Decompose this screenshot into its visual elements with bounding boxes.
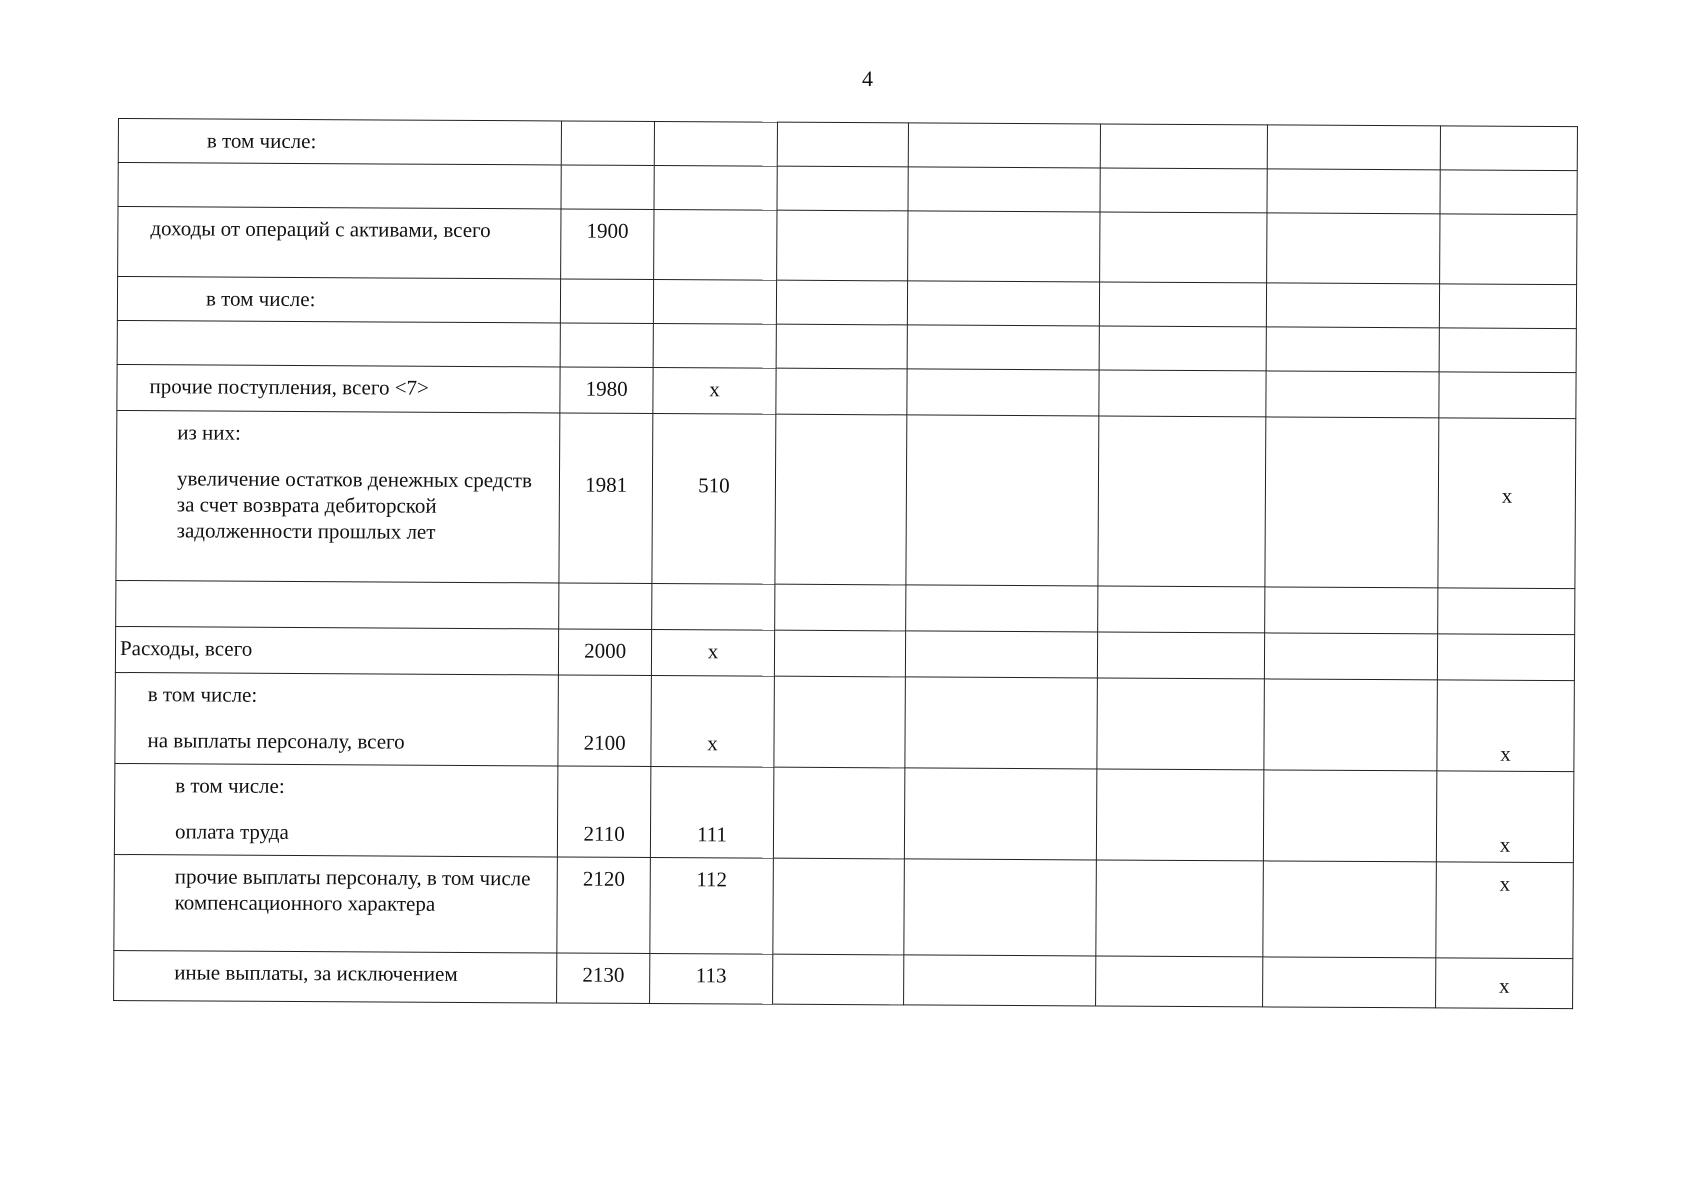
table-cell bbox=[1267, 169, 1440, 214]
table-cell bbox=[777, 122, 908, 167]
table-cell bbox=[904, 677, 1097, 769]
row-last: x bbox=[1437, 680, 1574, 772]
table-cell bbox=[1099, 370, 1267, 417]
row-label: в том числе: оплата труда bbox=[114, 763, 558, 856]
row-code bbox=[561, 121, 654, 166]
row-code bbox=[561, 165, 654, 210]
table-cell bbox=[907, 211, 1099, 282]
table-cell bbox=[1098, 416, 1266, 587]
table-cell bbox=[1267, 213, 1441, 284]
table-row bbox=[116, 580, 1575, 634]
table-cell bbox=[905, 631, 1097, 678]
row-last: x bbox=[1437, 771, 1574, 863]
table-cell bbox=[1263, 861, 1437, 958]
row-last bbox=[1440, 126, 1577, 171]
table-row bbox=[117, 364, 1576, 418]
table-row bbox=[114, 854, 1574, 958]
row-kosgu: 510 bbox=[652, 413, 776, 584]
table-cell bbox=[774, 676, 905, 768]
table-cell bbox=[772, 954, 903, 1005]
table-cell bbox=[908, 167, 1100, 212]
row-label: в том числе: bbox=[117, 277, 560, 323]
row-last bbox=[1440, 214, 1577, 285]
row-last bbox=[1440, 284, 1577, 329]
row-code: 2130 bbox=[557, 953, 650, 1004]
table-row bbox=[115, 672, 1574, 771]
table-cell bbox=[1266, 371, 1439, 418]
table-cell bbox=[907, 325, 1099, 370]
row-label: Расходы, всего bbox=[115, 626, 558, 674]
row-code: 1900 bbox=[561, 209, 654, 280]
row-label bbox=[116, 580, 559, 628]
table-cell bbox=[904, 768, 1097, 860]
row-kosgu: x bbox=[651, 675, 774, 767]
table-cell bbox=[1099, 212, 1267, 283]
table-cell bbox=[773, 858, 904, 955]
row-label-pre: в том числе: bbox=[175, 773, 285, 798]
row-kosgu bbox=[654, 209, 777, 280]
row-label: иные выплаты, за исключением bbox=[114, 950, 557, 1002]
row-label: прочие выплаты персоналу, в том числе компенсационного характера bbox=[114, 854, 558, 952]
row-label: прочие поступления, всего <7> bbox=[117, 364, 560, 412]
table-cell bbox=[1095, 956, 1263, 1007]
table-cell bbox=[1099, 282, 1267, 327]
table-cell bbox=[1097, 678, 1265, 770]
row-kosgu bbox=[653, 323, 776, 368]
row-code bbox=[560, 323, 653, 368]
table-cell bbox=[776, 368, 907, 415]
row-last bbox=[1438, 634, 1575, 681]
row-code: 2100 bbox=[558, 675, 652, 767]
row-label bbox=[117, 320, 560, 366]
row-last bbox=[1439, 372, 1576, 419]
row-last: x bbox=[1438, 418, 1576, 589]
table-cell bbox=[1265, 417, 1439, 588]
table-cell bbox=[907, 281, 1099, 326]
row-kosgu: x bbox=[653, 367, 776, 414]
table-cell bbox=[777, 166, 908, 211]
row-code bbox=[560, 279, 653, 324]
row-code: 2110 bbox=[557, 766, 651, 858]
table-cell bbox=[776, 280, 907, 325]
table-cell bbox=[1097, 632, 1265, 679]
table-cell bbox=[774, 630, 905, 677]
row-label: доходы от операций с активами, всего bbox=[118, 207, 561, 279]
table-cell bbox=[774, 584, 905, 631]
row-kosgu: x bbox=[652, 629, 775, 676]
table-cell bbox=[1100, 124, 1268, 169]
row-code: 1980 bbox=[560, 367, 653, 414]
row-kosgu bbox=[652, 583, 775, 630]
row-label-pre: из них: bbox=[177, 420, 241, 445]
table-cell bbox=[903, 955, 1095, 1006]
table-cell bbox=[1266, 327, 1439, 372]
row-last bbox=[1439, 328, 1576, 373]
table-cell bbox=[1096, 769, 1264, 861]
row-label: из них: увеличение остатков денежных средств за счет возврата дебиторской задолженности прошлых лет bbox=[116, 410, 560, 582]
financial-plan-table bbox=[113, 118, 1578, 1009]
table-cell bbox=[905, 585, 1097, 632]
table-cell bbox=[1264, 633, 1437, 680]
row-kosgu: 112 bbox=[650, 857, 773, 954]
table-cell bbox=[1265, 587, 1438, 634]
table-cell bbox=[776, 210, 907, 281]
table-cell bbox=[1100, 168, 1268, 213]
row-label: в том числе: bbox=[118, 119, 561, 165]
row-code bbox=[559, 583, 652, 630]
table-row bbox=[118, 207, 1577, 285]
row-label-pre: в том числе: bbox=[147, 682, 258, 707]
row-kosgu: 113 bbox=[650, 953, 773, 1004]
table-cell bbox=[1267, 125, 1440, 170]
table-cell bbox=[773, 767, 904, 859]
table-cell bbox=[908, 123, 1100, 168]
table-cell bbox=[905, 415, 1098, 586]
table-cell bbox=[1266, 283, 1439, 328]
table-row bbox=[115, 626, 1574, 680]
table-row bbox=[114, 950, 1573, 1008]
row-kosgu bbox=[654, 165, 777, 210]
table-cell bbox=[776, 324, 907, 369]
table-cell bbox=[1097, 586, 1265, 633]
row-code: 2000 bbox=[559, 629, 652, 676]
page-number: 4 bbox=[862, 66, 873, 91]
row-label: в том числе: на выплаты персоналу, всего bbox=[115, 672, 559, 765]
table-cell bbox=[1096, 860, 1264, 957]
row-code: 2120 bbox=[557, 857, 651, 954]
table-cell bbox=[775, 414, 907, 585]
row-kosgu: 111 bbox=[651, 766, 774, 858]
row-code: 1981 bbox=[559, 413, 653, 584]
row-last: x bbox=[1436, 862, 1573, 959]
table-row bbox=[116, 410, 1576, 588]
table-row bbox=[114, 763, 1573, 862]
table-cell bbox=[1099, 326, 1267, 371]
table-cell bbox=[1264, 679, 1438, 771]
row-last: x bbox=[1436, 958, 1573, 1009]
table-cell bbox=[906, 369, 1098, 416]
table-cell bbox=[1263, 957, 1437, 1008]
table-cell bbox=[1263, 770, 1437, 862]
row-label bbox=[118, 163, 561, 209]
row-last bbox=[1440, 170, 1577, 215]
row-kosgu bbox=[654, 121, 777, 166]
row-kosgu bbox=[654, 279, 777, 324]
table-cell bbox=[903, 859, 1096, 956]
row-last bbox=[1438, 588, 1575, 635]
